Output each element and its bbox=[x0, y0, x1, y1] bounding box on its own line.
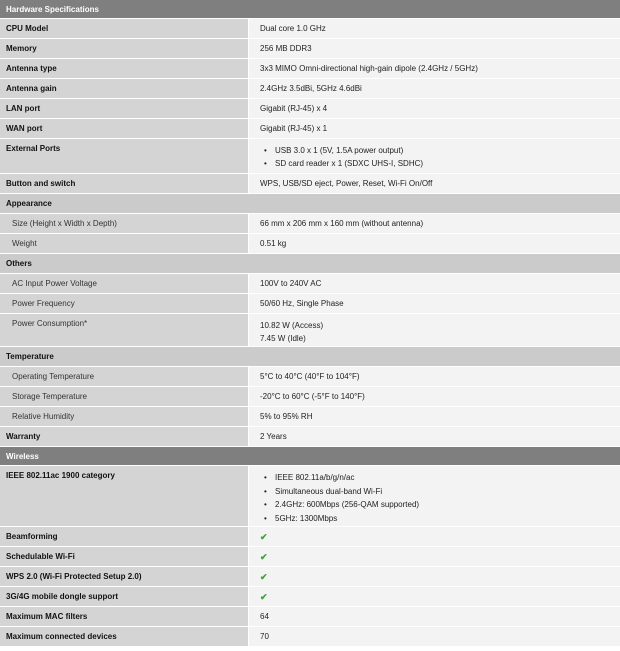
spec-label: 3G/4G mobile dongle support bbox=[0, 587, 248, 606]
list-item: • 5GHz: 1300Mbps bbox=[260, 512, 609, 526]
spec-value: Gigabit (RJ-45) x 1 bbox=[248, 119, 620, 138]
spec-row-lan-port bbox=[0, 99, 620, 119]
spec-label: Button and switch bbox=[0, 174, 248, 193]
spec-row-external-ports bbox=[0, 139, 620, 174]
list-item: 10.82 W (Access) bbox=[260, 321, 324, 330]
spec-label: Maximum MAC filters bbox=[0, 607, 248, 626]
spec-label: Size (Height x Width x Depth) bbox=[0, 214, 248, 233]
spec-label: WPS 2.0 (Wi-Fi Protected Setup 2.0) bbox=[0, 567, 248, 586]
spec-row-max-mac-filters bbox=[0, 607, 620, 627]
spec-row-power-consumption bbox=[0, 314, 620, 347]
spec-label: WAN port bbox=[0, 119, 248, 138]
spec-value: 2 Years bbox=[248, 427, 620, 446]
list-item: • 2.4GHz: 600Mbps (256-QAM supported) bbox=[260, 498, 609, 512]
section-header-appearance: Appearance bbox=[0, 194, 620, 214]
spec-value: 64 bbox=[248, 607, 620, 626]
spec-label: Weight bbox=[0, 234, 248, 253]
spec-label: IEEE 802.11ac 1900 category bbox=[0, 466, 248, 526]
spec-label: Power Consumption* bbox=[0, 314, 248, 346]
spec-label: LAN port bbox=[0, 99, 248, 118]
spec-row-relative-humidity bbox=[0, 407, 620, 427]
spec-row-button-and-switch bbox=[0, 174, 620, 194]
spec-value: 100V to 240V AC bbox=[248, 274, 620, 293]
spec-value-list bbox=[248, 466, 620, 526]
spec-value: Gigabit (RJ-45) x 4 bbox=[248, 99, 620, 118]
spec-row-schedulable-wifi bbox=[0, 547, 620, 567]
spec-row-beamforming bbox=[0, 527, 620, 547]
spec-row-ieee-80211ac bbox=[0, 466, 620, 527]
spec-label: CPU Model bbox=[0, 19, 248, 38]
spec-value bbox=[248, 567, 620, 586]
spec-value: 2.4GHz 3.5dBi, 5GHz 4.6dBi bbox=[248, 79, 620, 98]
spec-label: Schedulable Wi-Fi bbox=[0, 547, 248, 566]
spec-label: Beamforming bbox=[0, 527, 248, 546]
spec-label: Relative Humidity bbox=[0, 407, 248, 426]
spec-row-ac-input bbox=[0, 274, 620, 294]
list-item: • SD card reader x 1 (SDXC UHS-I, SDHC) bbox=[260, 157, 609, 170]
spec-row-wan-port bbox=[0, 119, 620, 139]
spec-value bbox=[248, 587, 620, 606]
spec-value: WPS, USB/SD eject, Power, Reset, Wi-Fi On/Off bbox=[248, 174, 620, 193]
spec-label: Memory bbox=[0, 39, 248, 58]
spec-label: Warranty bbox=[0, 427, 248, 446]
spec-value: 5°C to 40°C (40°F to 104°F) bbox=[248, 367, 620, 386]
checkmark-icon: ✔ bbox=[260, 532, 268, 542]
spec-value: 5% to 95% RH bbox=[248, 407, 620, 426]
spec-row-storage-temperature bbox=[0, 387, 620, 407]
list-item: • USB 3.0 x 1 (5V, 1.5A power output) bbox=[260, 144, 609, 157]
list-item: • Simultaneous dual-band Wi-Fi bbox=[260, 485, 609, 499]
spec-row-weight bbox=[0, 234, 620, 254]
spec-row-antenna-gain bbox=[0, 79, 620, 99]
checkmark-icon: ✔ bbox=[260, 592, 268, 602]
spec-value: 0.51 kg bbox=[248, 234, 620, 253]
spec-row-cpu-model bbox=[0, 19, 620, 39]
section-header-temperature: Temperature bbox=[0, 347, 620, 367]
section-header-others: Others bbox=[0, 254, 620, 274]
list-item: • IEEE 802.11a/b/g/n/ac bbox=[260, 471, 609, 485]
section-header-wireless: Wireless bbox=[0, 447, 620, 466]
spec-value: -20°C to 60°C (-5°F to 140°F) bbox=[248, 387, 620, 406]
spec-row-operating-temperature bbox=[0, 367, 620, 387]
spec-value: 256 MB DDR3 bbox=[248, 39, 620, 58]
spec-row-wps bbox=[0, 567, 620, 587]
spec-value: 66 mm x 206 mm x 160 mm (without antenna) bbox=[248, 214, 620, 233]
spec-row-size bbox=[0, 214, 620, 234]
list-item: 7.45 W (Idle) bbox=[260, 334, 306, 343]
spec-row-memory bbox=[0, 39, 620, 59]
spec-label: Maximum connected devices bbox=[0, 627, 248, 646]
spec-value: 3x3 MIMO Omni-directional high-gain dipole (2.4GHz / 5GHz) bbox=[248, 59, 620, 78]
spec-label: Power Frequency bbox=[0, 294, 248, 313]
spec-value: 50/60 Hz, Single Phase bbox=[248, 294, 620, 313]
spec-label: AC Input Power Voltage bbox=[0, 274, 248, 293]
spec-value: Dual core 1.0 GHz bbox=[248, 19, 620, 38]
checkmark-icon: ✔ bbox=[260, 572, 268, 582]
spec-value bbox=[248, 547, 620, 566]
spec-label: Storage Temperature bbox=[0, 387, 248, 406]
spec-row-antenna-type bbox=[0, 59, 620, 79]
spec-label: Operating Temperature bbox=[0, 367, 248, 386]
spec-label: Antenna type bbox=[0, 59, 248, 78]
spec-value bbox=[248, 527, 620, 546]
spec-row-power-frequency bbox=[0, 294, 620, 314]
spec-value-list bbox=[248, 314, 620, 346]
spec-label: Antenna gain bbox=[0, 79, 248, 98]
spec-row-max-connected-devices bbox=[0, 627, 620, 647]
checkmark-icon: ✔ bbox=[260, 552, 268, 562]
section-header-hardware: Hardware Specifications bbox=[0, 0, 620, 19]
spec-row-mobile-dongle bbox=[0, 587, 620, 607]
spec-value: 70 bbox=[248, 627, 620, 646]
spec-label: External Ports bbox=[0, 139, 248, 173]
spec-value-list bbox=[248, 139, 620, 173]
spec-row-warranty bbox=[0, 427, 620, 447]
